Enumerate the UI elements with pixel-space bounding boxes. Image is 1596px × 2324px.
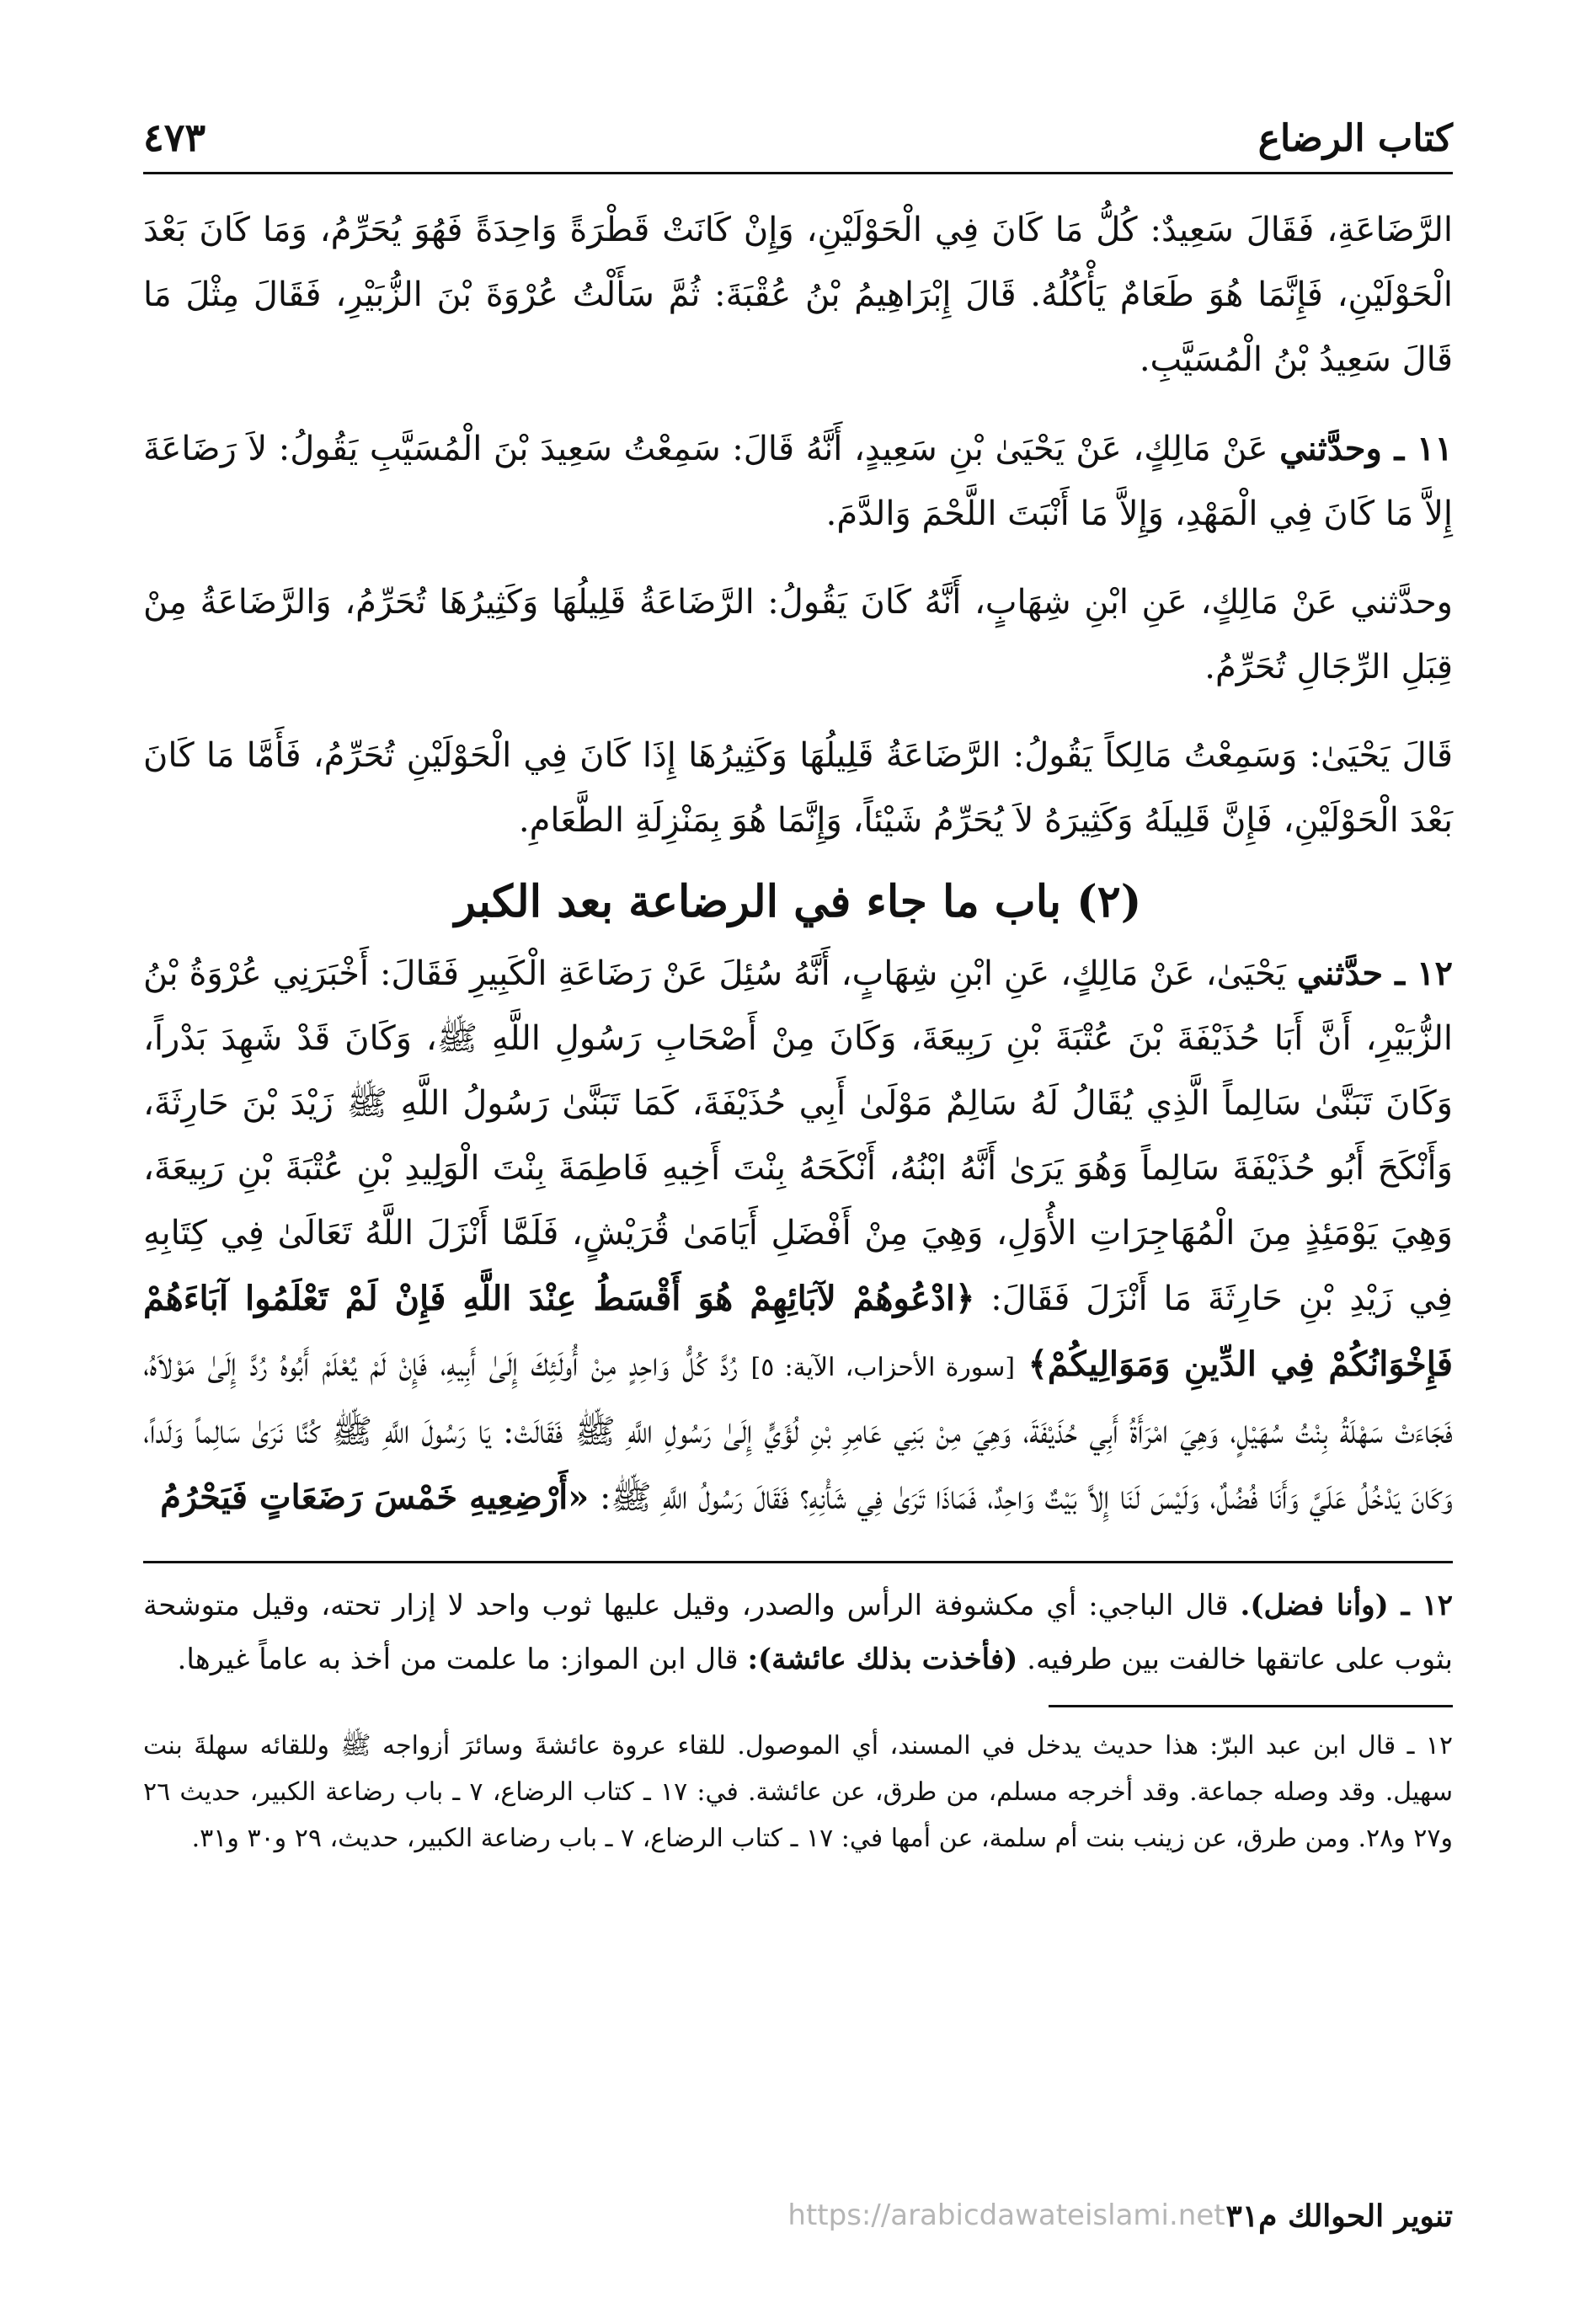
- hadith-12-text-part1: يَحْيَىٰ، عَنْ مَالِكٍ، عَنِ ابْنِ شِهَابٍ، أَنَّهُ سُئِلَ عَنْ رَضَاعَةِ الْكَبِيرِ فَقَالَ: أَخْبَرَنِي عُرْوَةُ بْنُ الزُّبَيْرِ، أَنَّ أَبَا حُذَيْفَةَ بْنَ عُتْبَةَ بْنِ رَبِيعَةَ، وَكَانَ مِنْ أَصْحَابِ رَسُولِ اللَّهِ ﷺ، وَكَانَ قَدْ شَهِدَ بَدْراً، وَكَانَ تَبَنَّىٰ سَالِماً الَّذِي يُقَالُ لَهُ سَالِمٌ مَوْلَىٰ أَبِي حُذَيْفَةَ، كَمَا تَبَنَّىٰ رَسُولُ اللَّهِ ﷺ زَيْدَ بْنَ حَارِثَةَ، وَأَنْكَحَ أَبُو حُذَيْفَةَ سَالِماً وَهُوَ يَرَىٰ أَنَّهُ ابْنُهُ، أَنْكَحَهُ بِنْتَ أَخِيهِ فَاطِمَةَ بِنْتَ الْوَلِيدِ بْنِ عُتْبَةَ بْنِ رَبِيعَةَ، وَهِيَ يَوْمَئِذٍ مِنَ الْمُهَاجِرَاتِ الأُوَلِ، وَهِيَ مِنْ أَفْضَلِ أَيَامَىٰ قُرَيْشٍ، فَلَمَّا أَنْزَلَ اللَّهُ تَعَالَىٰ فِي كِتَابِهِ فِي زَيْدِ بْنِ حَارِثَةَ مَا أَنْزَلَ فَقَالَ:: [143, 954, 1453, 1318]
- quran-verse: ﴿ادْعُوهُمْ لآبَائِهِمْ هُوَ أَقْسَطُ عِنْدَ اللَّهِ فَإِنْ لَمْ تَعْلَمُوا آبَاءَهُمْ فَإِخْوَانُكُمْ فِي الدِّينِ وَمَوَالِيكُمْ﴾: [143, 1279, 1454, 1384]
- paragraph-4-text: قَالَ يَحْيَىٰ: وَسَمِعْتُ مَالِكاً يَقُولُ: الرَّضَاعَةُ قَلِيلُهَا وَكَثِيرُهَا إِذَا كَانَ فِي الْحَوْلَيْنِ تُحَرِّمُ، فَأَمَّا مَا كَانَ بَعْدَ الْحَوْلَيْنِ، فَإِنَّ قَلِيلَهُ وَكَثِيرَهُ لاَ يُحَرِّمُ شَيْئاً، وَإِنَّمَا هُوَ بِمَنْزِلَةِ الطَّعَامِ.: [143, 736, 1453, 840]
- running-title: كتاب الرضاع: [1257, 117, 1453, 160]
- paragraph-1: [143, 198, 1453, 393]
- footer-series-label: تنوير الحوالك م٣١: [1225, 2198, 1453, 2234]
- footnote: ١٢ ـ قال ابن عبد البرّ: هذا حديث يدخل في المسند، أي الموصول. للقاء عروة عائشةَ وسائرَ أزواجه ﷺ وللقائه سهلةَ بنت سهيل. وقد وصله جماعة. وقد أخرجه مسلم، من طرق، عن عائشة. في: ١٧ ـ كتاب الرضاع، ٧ ـ باب رضاعة الكبير، حديث ٢٦ و٢٧ و٢٨. ومن طرق، عن زينب بنت أم سلمة، عن أمها في: ١٧ ـ كتاب الرضاع، ٧ ـ باب رضاعة الكبير، حديث، ٢٩ و٣٠ و٣١.: [143, 1731, 1453, 1853]
- page-number: ٤٧٣: [143, 115, 206, 160]
- commentary-text-2: قال ابن المواز: ما علمت من أخذ به عاماً غيرها.: [177, 1643, 739, 1676]
- hadith-12-prophet-quote: «أَرْضِعِيهِ خَمْسَ رَضَعَاتٍ فَيَحْرُمُ: [160, 1477, 590, 1517]
- book-page: [143, 101, 1453, 1862]
- paragraph-3: [143, 570, 1453, 700]
- hadith-11: [143, 416, 1453, 547]
- commentary-bold-2: (فأخذت بذلك عائشة):: [747, 1643, 1018, 1676]
- hadith-12: [143, 941, 1453, 1531]
- footnote-rule: [1049, 1705, 1453, 1707]
- paragraph-1-text: الرَّضَاعَةِ، فَقَالَ سَعِيدٌ: كُلُّ مَا كَانَ فِي الْحَوْلَيْنِ، وَإِنْ كَانَتْ قَطْرَةً وَاحِدَةً فَهُوَ يُحَرِّمُ، وَمَا كَانَ بَعْدَ الْحَوْلَيْنِ، فَإِنَّمَا هُوَ طَعَامٌ يَأْكُلُهُ. قَالَ إِبْرَاهِيمُ بْنُ عُقْبَةَ: ثُمَّ سَأَلْتُ عُرْوَةَ بْنَ الزُّبَيْرِ، فَقَالَ مِثْلَ مَا قَالَ سَعِيدُ بْنُ الْمُسَيَّبِ.: [143, 211, 1453, 379]
- watermark-url: https://arabicdawateislami.net: [787, 2198, 1225, 2232]
- hadith-11-text: عَنْ مَالِكٍ، عَنْ يَحْيَىٰ بْنِ سَعِيدٍ، أَنَّهُ قَالَ: سَمِعْتُ سَعِيدَ بْنَ الْمُسَيَّبِ يَقُولُ: لاَ رَضَاعَةَ إِلاَّ مَا كَانَ فِي الْمَهْدِ، وَإِلاَّ مَا أَنْبَتَ اللَّحْمَ وَالدَّمَ.: [143, 430, 1453, 533]
- hadith-12-number: ١٢ ـ حدَّثني: [1296, 954, 1454, 993]
- paragraph-4: [143, 724, 1453, 853]
- page-footer: [143, 2198, 1453, 2257]
- paragraph-3-text: وحدَّثني عَنْ مَالِكٍ، عَنِ ابْنِ شِهَابٍ، أَنَّهُ كَانَ يَقُولُ: الرَّضَاعَةُ قَلِيلُهَا وَكَثِيرُهَا تُحَرِّمُ، وَالرَّضَاعَةُ مِنْ قِبَلِ الرِّجَالِ تُحَرِّمُ.: [143, 583, 1453, 687]
- verse-reference: [سورة الأحزاب، الآية: ٥]: [750, 1353, 1016, 1382]
- chapter-heading: (٢) باب ما جاء في الرضاعة بعد الكبر: [454, 876, 1142, 927]
- hadith-11-number: ١١ ـ وحدَّثني: [1279, 429, 1454, 468]
- page-header: [143, 101, 1453, 160]
- hadith-12-text-part2: رُدَّ كُلُّ وَاحِدٍ مِنْ أُولَئِكَ إِلَىٰ أَبِيهِ، فَإِنْ لَمْ يُعْلَمْ أَبُوهُ رُدَّ إِلَىٰ مَوْلاَهُ، فَجَاءَتْ سَهْلَةُ بِنْتُ سُهَيْلٍ، وَهِيَ امْرَأَةُ أَبِي حُذَيْفَةَ، وَهِيَ مِنْ بَنِي عَامِرِ بْنِ لُؤَيٍّ إِلَىٰ رَسُولِ اللَّهِ ﷺ فَقَالَتْ: يَا رَسُولَ اللَّهِ ﷺ كُنَّا نَرَىٰ سَالِماً وَلَداً، وَكَانَ يَدْخُلُ عَلَيَّ وَأَنَا فُضُلٌ، وَلَيْسَ لَنَا إِلاَّ بَيْتٌ وَاحِدٌ، فَمَاذَا تَرَىٰ فِي شَأْنِهِ؟ فَقَالَ رَسُولُ اللَّهِ ﷺ:: [143, 1345, 1454, 1517]
- commentary-lead: ١٢ ـ (وأنا فضل).: [1240, 1589, 1453, 1622]
- commentary: [143, 1563, 1453, 1686]
- commentary-text-1: قال الباجي: أي مكشوفة الرأس والصدر، وقيل عليها ثوب واحد لا إزار تحته، وقيل متوشحة بثوب على عاتقها خالفت بين طرفيه.: [143, 1589, 1453, 1676]
